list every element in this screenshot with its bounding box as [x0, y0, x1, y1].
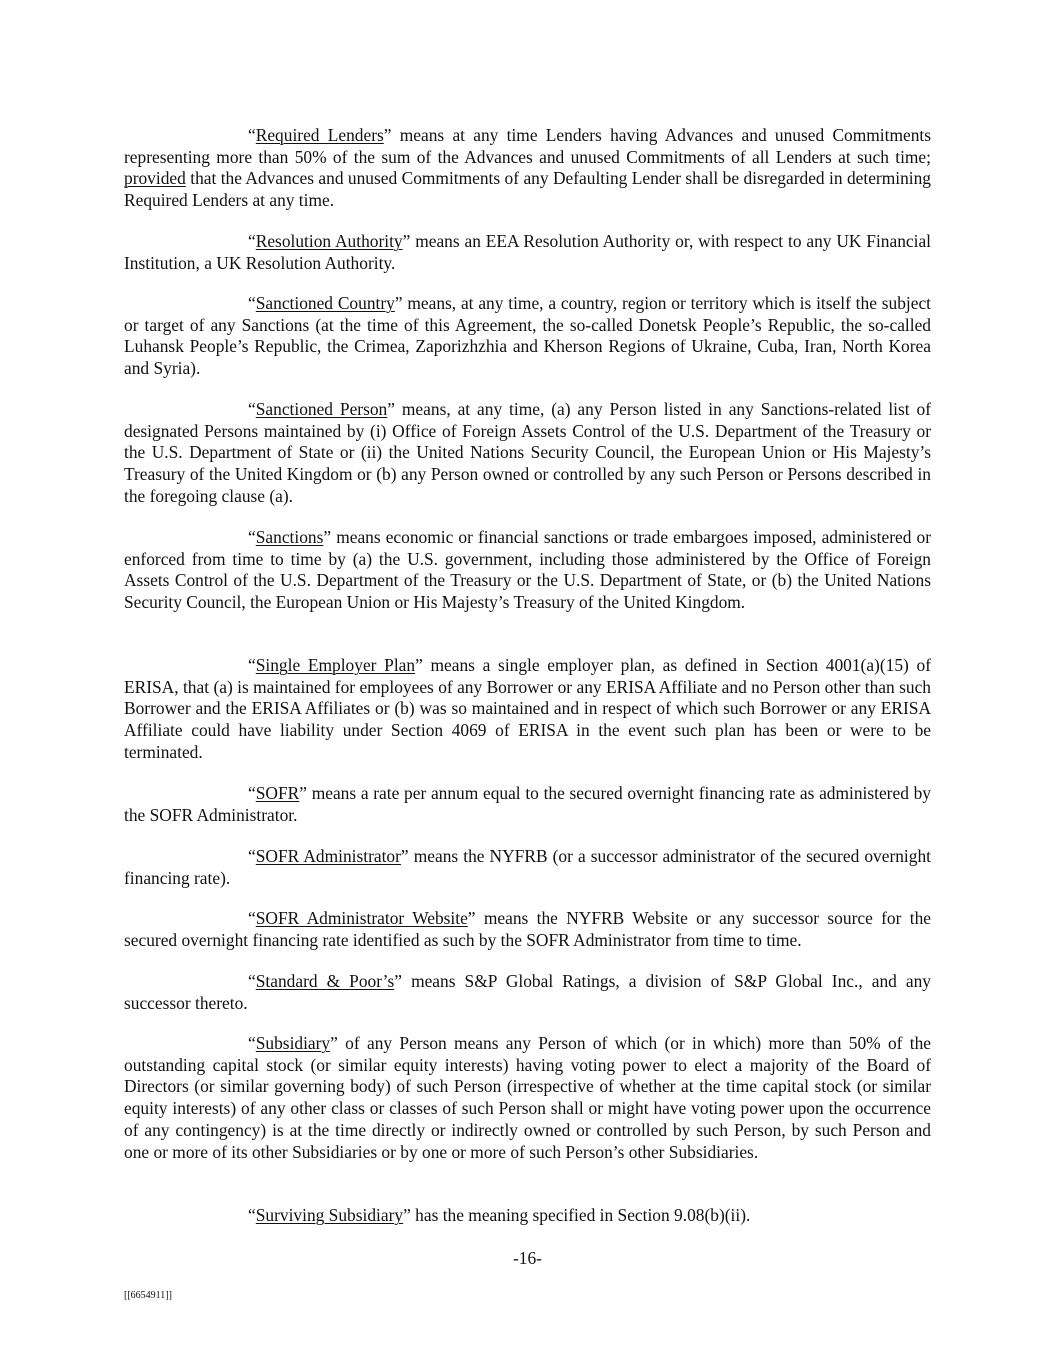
definition-text: has the meaning specified in Section 9.08(b)(ii).	[410, 1205, 751, 1225]
definition-surviving-subsidiary: “Surviving Subsidiary” has the meaning specified in Section 9.08(b)(ii).	[248, 1205, 751, 1225]
defined-term: Sanctioned Person	[255, 399, 388, 419]
definition-single-employer-plan: “Single Employer Plan” means a single employer plan, as defined in Section 4001(a)(15) of ERISA, that (a) is maintained for employees of any Borrower or any ERISA Affiliate and no Person other than such Borrower and the ERISA Affiliates or (b) was so maintained and in respect of which such Borrower or any ERISA Affiliate could have liability under Section 4069 of ERISA in the event such plan has been or were to be terminated.	[124, 655, 931, 762]
defined-term: Single Employer Plan	[255, 655, 416, 675]
defined-term: SOFR	[255, 783, 300, 803]
definition-text: means, at any time, (a) any Person listed in any Sanctions-related list of designated Persons maintained by (i) Office of Foreign Assets Control of the U.S. Department of the Treasury or the U.S. Department of State or (ii) the United Nations Security Council, the European Union or His Majesty’s Treasury of the United Kingdom or (b) any Person owned or controlled by any such Person or Persons described in the foregoing clause (a).	[124, 399, 932, 506]
defined-term: SOFR Administrator	[255, 846, 401, 866]
definition-text: means economic or financial sanctions or trade embargoes imposed, administered or enforced from time to time by (a) the U.S. government, including those administered by the Office of Foreign Assets Control of the U.S. Department of the Treasury or the U.S. Department of State, or (b) the United Nations Security Council, the European Union or His Majesty’s Treasury of the United Kingdom.	[124, 527, 931, 613]
defined-term: Subsidiary	[255, 1033, 331, 1053]
definition-text: means the NYFRB Website or any successor source for the secured overnight financing rate identified as such by the SOFR Administrator from time to time.	[124, 908, 931, 950]
definition-sanctioned-country: “Sanctioned Country” means, at any time, a country, region or territory which is itself the subject or target of any Sanctions (at the time of this Agreement, the so-called Donetsk People’s Republic, the so-called Luhansk People’s Republic, the Crimea, Zaporizhzhia and Kherson Regions of Ukraine, Cuba, Iran, North Korea and Syria).	[124, 293, 931, 379]
page-number: -16-	[513, 1248, 542, 1268]
definition-resolution-authority: “Resolution Authority” means an EEA Resolution Authority or, with respect to any UK Financial Institution, a UK Resolution Authority.	[124, 231, 931, 273]
definition-text-continued: that the Advances and unused Commitments of any Defaulting Lender shall be disregarded in determining Required Lenders at any time.	[124, 168, 931, 211]
definition-sanctioned-person: “Sanctioned Person” means, at any time, (a) any Person listed in any Sanctions-related list of designated Persons maintained by (i) Office of Foreign Assets Control of the U.S. Department of the Treasury or the U.S. Department of State or (ii) the United Nations Security Council, the European Union or His Majesty’s Treasury of the United Kingdom or (b) any Person owned or controlled by any such Person or Persons described in the foregoing clause (a).	[124, 399, 932, 506]
definition-text: means an EEA Resolution Authority or, with respect to any UK Financial Institution, a UK Resolution Authority.	[124, 231, 931, 273]
document-id: [[6654911]]	[124, 1290, 172, 1301]
proviso-term: provided	[124, 168, 186, 189]
defined-term: Standard & Poor’s	[255, 971, 395, 991]
definition-text: means the NYFRB (or a successor administrator of the secured overnight financing rate).	[124, 846, 931, 888]
definition-text: means S&P Global Ratings, a division of S&P Global Inc., and any successor thereto.	[124, 971, 931, 1013]
defined-term: Resolution Authority	[255, 231, 403, 251]
definition-text: means at any time Lenders having Advances and unused Commitments representing more than 50% of the sum of the Advances and unused Commitments of all Lenders at such time;	[124, 125, 932, 167]
definition-required-lenders: “Required Lenders” means at any time Lenders having Advances and unused Commitments representing more than 50% of the sum of the Advances and unused Commitments of all Lenders at such time; provided that the Advances and unused Commitments of any Defaulting Lender shall be disregarded in determining Required Lenders at any time.	[124, 125, 932, 211]
defined-term: Sanctioned Country	[255, 293, 395, 313]
defined-term: SOFR Administrator Website	[255, 908, 468, 928]
defined-term: Surviving Subsidiary	[255, 1205, 404, 1225]
defined-term: Sanctions	[255, 527, 324, 547]
definition-text: means a rate per annum equal to the secured overnight financing rate as administered by the SOFR Administrator.	[124, 783, 931, 825]
definition-sofr-administrator-website: “SOFR Administrator Website” means the NYFRB Website or any successor source for the secured overnight financing rate identified as such by the SOFR Administrator from time to time.	[124, 908, 931, 950]
definition-sanctions: “Sanctions” means economic or financial sanctions or trade embargoes imposed, administered or enforced from time to time by (a) the U.S. government, including those administered by the Office of Foreign Assets Control of the U.S. Department of the Treasury or the U.S. Department of State, or (b) the United Nations Security Council, the European Union or His Majesty’s Treasury of the United Kingdom.	[124, 527, 931, 613]
definition-text: means, at any time, a country, region or territory which is itself the subject or target of any Sanctions (at the time of this Agreement, the so-called Donetsk People’s Republic, the so-called Luhansk People’s Republic, the Crimea, Zaporizhzhia and Kherson Regions of Ukraine, Cuba, Iran, North Korea and Syria).	[124, 293, 931, 379]
definition-standard-and-poors: “Standard & Poor’s” means S&P Global Ratings, a division of S&P Global Inc., and any successor thereto.	[124, 971, 931, 1013]
defined-term: Required Lenders	[255, 125, 384, 145]
definition-text: means a single employer plan, as defined in Section 4001(a)(15) of ERISA, that (a) is maintained for employees of any Borrower or any ERISA Affiliate and no Person other than such Borrower and the ERISA Affiliates or (b) was so maintained and in respect of which such Borrower or any ERISA Affiliate could have liability under Section 4069 of ERISA in the event such plan has been or were to be terminated.	[124, 655, 931, 762]
definition-subsidiary: “Subsidiary” of any Person means any Person of which (or in which) more than 50% of the outstanding capital stock (or similar equity interests) having voting power to elect a majority of the Board of Directors (or similar governing body) of such Person (irrespective of whether at the time capital stock (or similar equity interests) of any other class or classes of such Person shall or might have voting power upon the occurrence of any contingency) is at the time directly or indirectly owned or controlled by such Person, by such Person and one or more of its other Subsidiaries or by one or more of such Person’s other Subsidiaries.	[124, 1033, 931, 1162]
definition-text: of any Person means any Person of which (or in which) more than 50% of the outstanding capital stock (or similar equity interests) having voting power to elect a majority of the Board of Directors (or similar governing body) of such Person (irrespective of whether at the time capital stock (or similar equity interests) of any other class or classes of such Person shall or might have voting power upon the occurrence of any contingency) is at the time directly or indirectly owned or controlled by such Person, by such Person and one or more of its other Subsidiaries or by one or more of such Person’s other Subsidiaries.	[124, 1033, 931, 1162]
definition-sofr: “SOFR” means a rate per annum equal to the secured overnight financing rate as administered by the SOFR Administrator.	[124, 783, 931, 825]
definition-sofr-administrator: “SOFR Administrator” means the NYFRB (or a successor administrator of the secured overnight financing rate).	[124, 846, 931, 888]
